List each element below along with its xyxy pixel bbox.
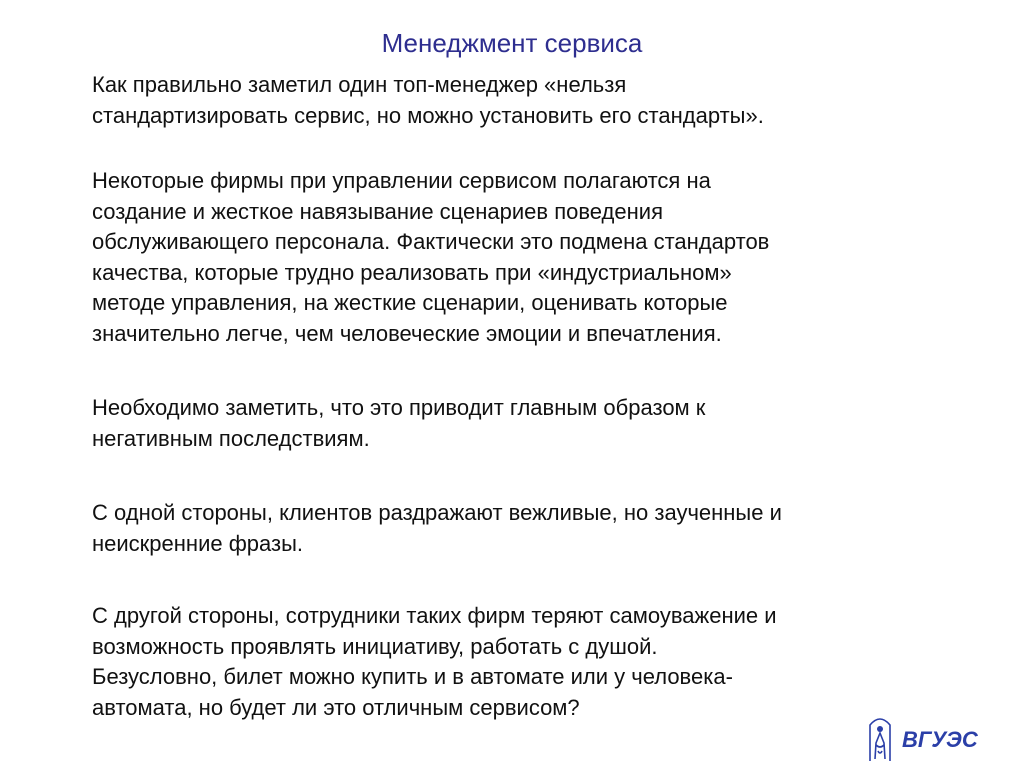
paragraph-3 (92, 393, 912, 454)
paragraph-line: неискренние фразы. (92, 530, 304, 556)
paragraph-line: Как правильно заметил один топ-менеджер «нельзя (92, 72, 627, 97)
paragraph-4 (92, 498, 912, 559)
paragraph-line: обслуживающего персонала. Фактически это подмена стандартов (92, 229, 770, 254)
paragraph-line: автомата, но будет ли это отличным сервисом? (92, 694, 580, 720)
university-logo (866, 713, 986, 763)
logo-emblem-icon (870, 719, 890, 761)
paragraph-line: С одной стороны, клиентов раздражают вежливые, но заученные и (92, 500, 782, 525)
paragraph-line: С другой стороны, сотрудники таких фирм теряют самоуважение и (92, 603, 777, 628)
paragraph-line: Некоторые фирмы при управлении сервисом полагаются на (92, 168, 711, 193)
logo-text: ВГУЭС (902, 727, 978, 752)
paragraph-line: методе управления, на жесткие сценарии, оценивать которые (92, 290, 728, 315)
paragraph-line: создание и жесткое навязывание сценариев поведения (92, 198, 663, 224)
paragraph-line: Безусловно, билет можно купить и в автомате или у человека- (92, 664, 733, 689)
paragraph-5 (92, 601, 912, 723)
paragraph-line: стандартизировать сервис, но можно установить его стандарты». (92, 102, 764, 128)
paragraph-line: негативным последствиям. (92, 425, 370, 451)
paragraph-line: возможность проявлять инициативу, работать с душой. (92, 633, 658, 659)
paragraph-2 (92, 166, 912, 349)
paragraph-line: Необходимо заметить, что это приводит главным образом к (92, 395, 706, 420)
paragraph-line: значительно легче, чем человеческие эмоции и впечатления. (92, 320, 722, 346)
paragraph-line: качества, которые трудно реализовать при «индустриальном» (92, 259, 732, 285)
slide-title: Менеджмент сервиса (381, 28, 643, 58)
paragraph-1 (92, 70, 912, 131)
